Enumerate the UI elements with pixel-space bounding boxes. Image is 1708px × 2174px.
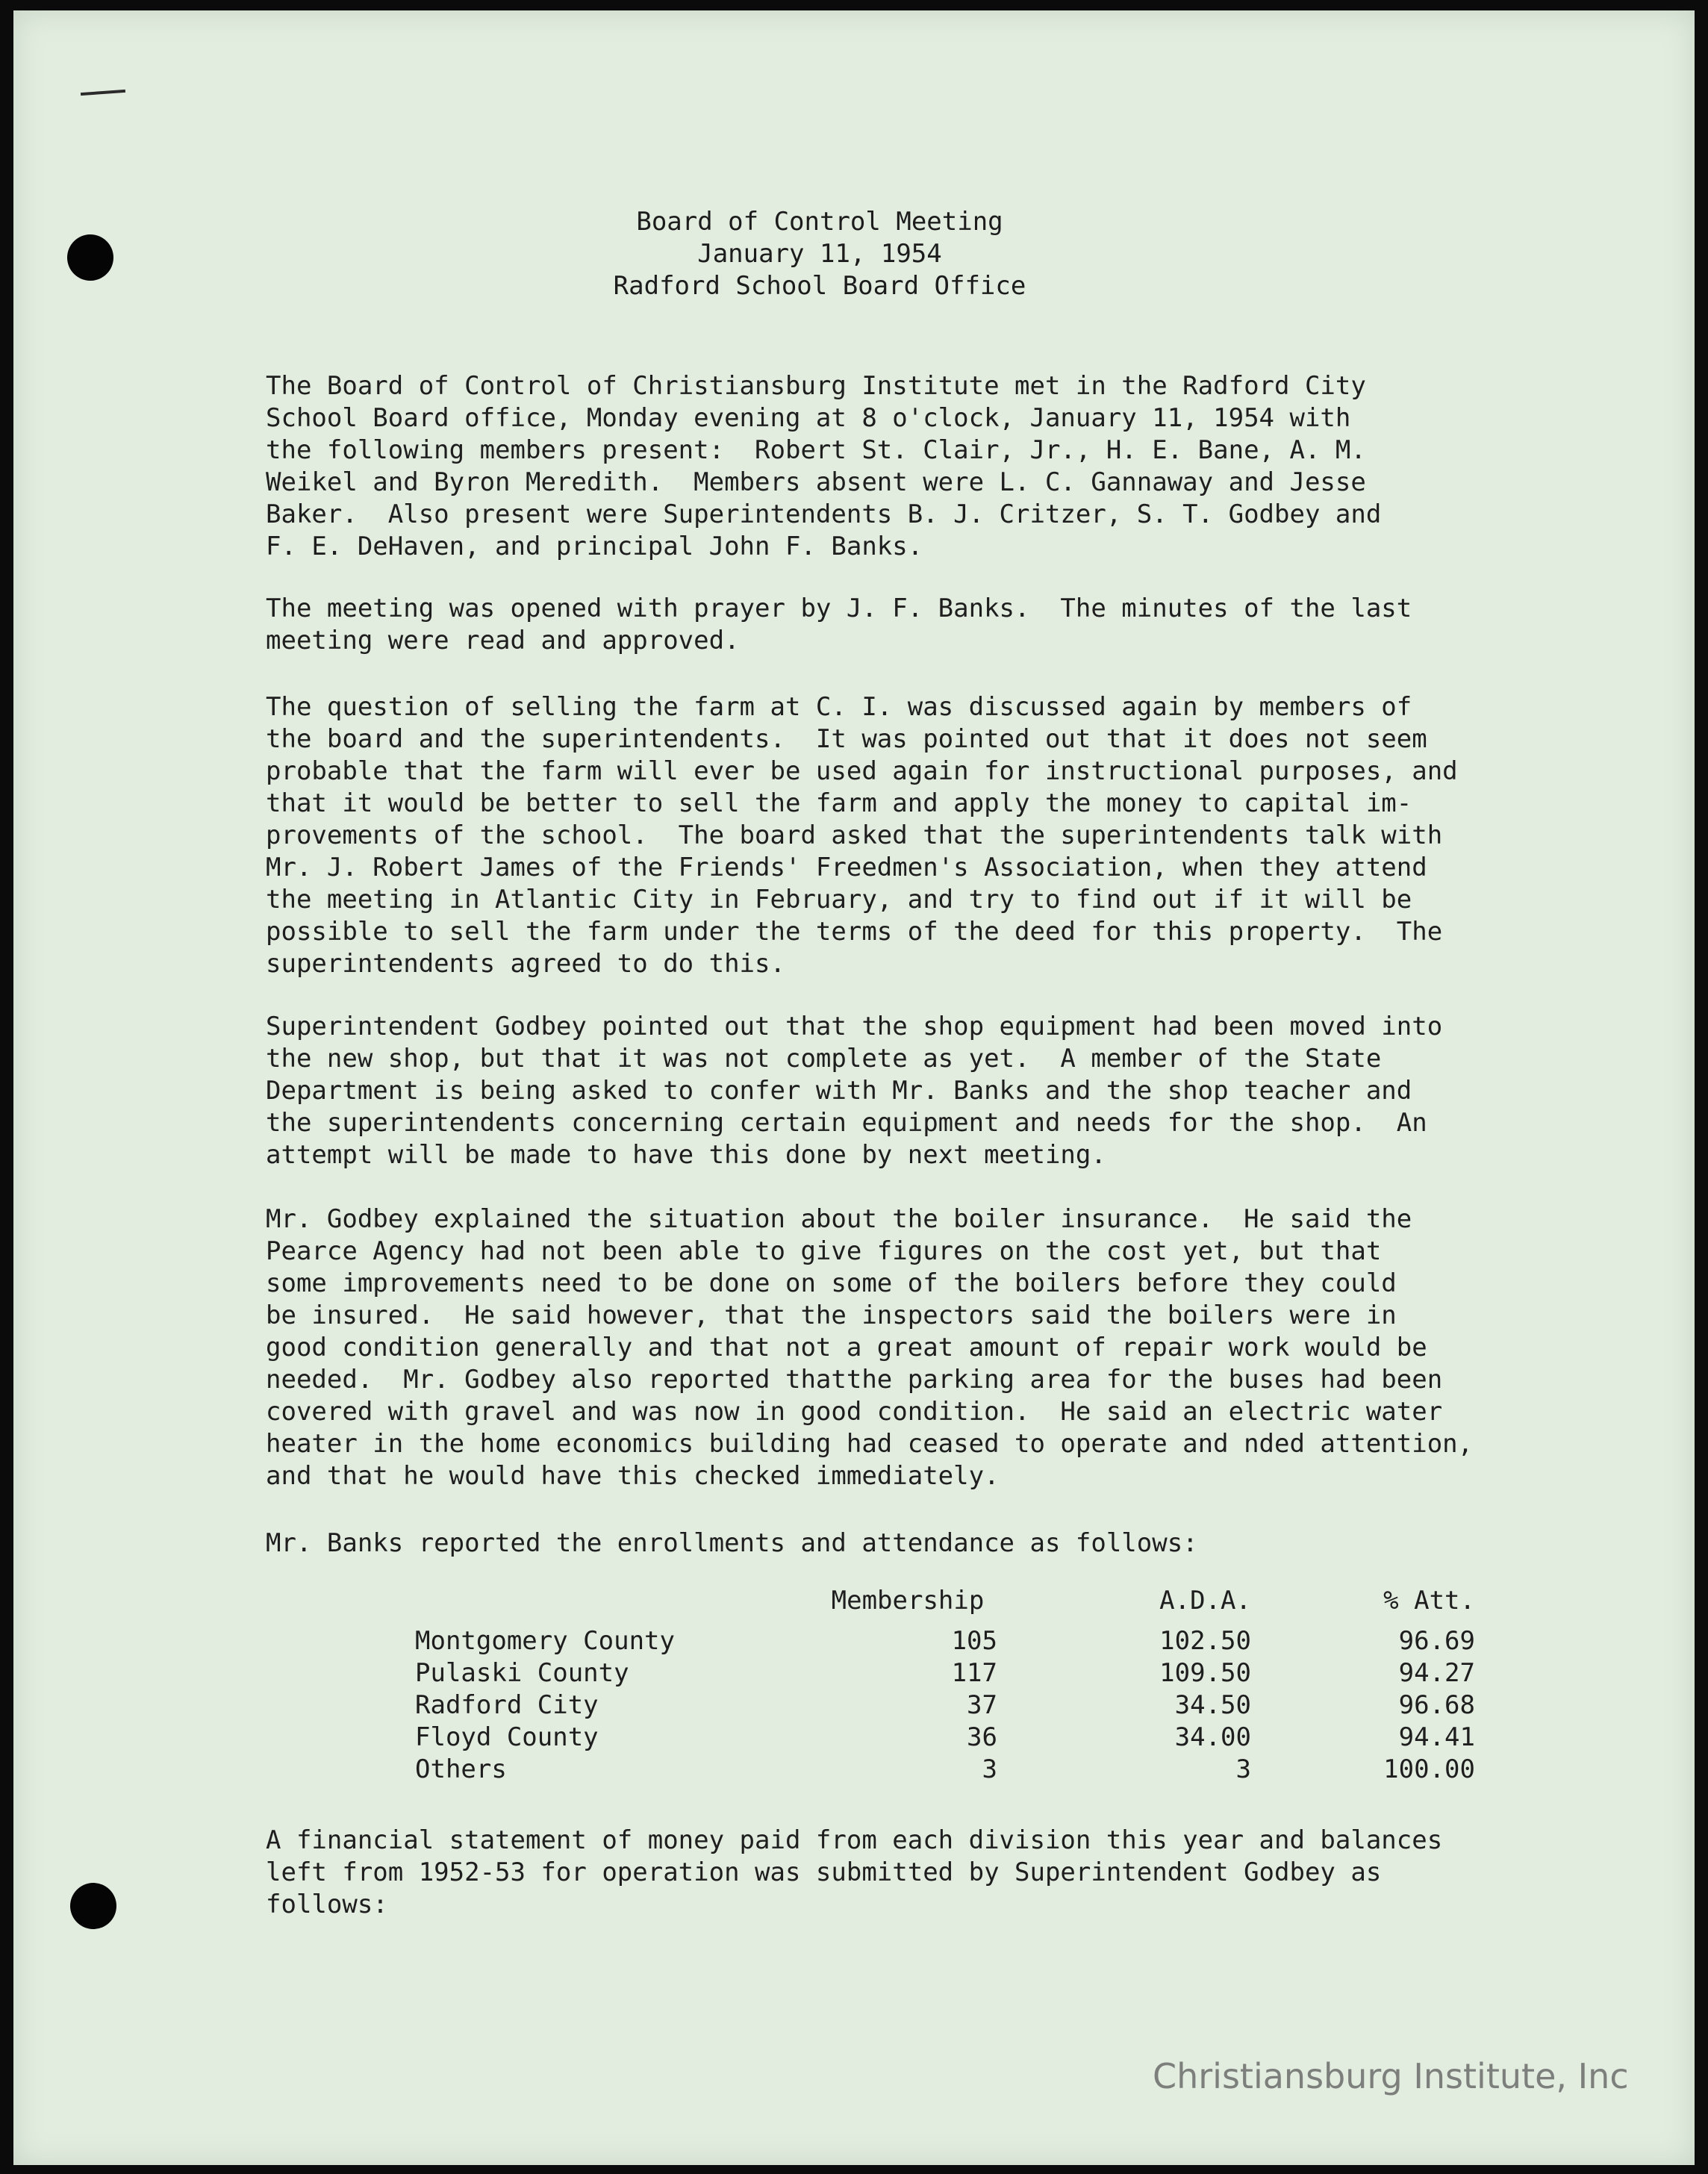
text-line: follows: xyxy=(266,1890,388,1919)
cell-ada: 34.00 xyxy=(1174,1722,1251,1752)
text-line: probable that the farm will ever be used again for instructional purposes, and xyxy=(266,756,1458,786)
cell-name: Others xyxy=(415,1754,507,1784)
text-line: needed. Mr. Godbey also reported thatthe parking area for the buses had been xyxy=(266,1365,1443,1395)
cell-attendance: 100.00 xyxy=(1383,1754,1475,1784)
text-line: A financial statement of money paid from each division this year and balances xyxy=(266,1825,1443,1855)
paragraph-shop xyxy=(266,1011,1609,1171)
meeting-date: January 11, 1954 xyxy=(697,239,942,269)
cell-name: Montgomery County xyxy=(415,1625,675,1656)
table-row xyxy=(415,1689,1475,1721)
text-line: Mr. J. Robert James of the Friends' Freedmen's Association, when they attend xyxy=(266,853,1427,882)
text-line: some improvements need to be done on some of the boilers before they could xyxy=(266,1268,1397,1298)
cell-name: Floyd County xyxy=(415,1722,599,1752)
text-line: good condition generally and that not a great amount of repair work would be xyxy=(266,1333,1427,1362)
cell-membership: 105 xyxy=(951,1625,997,1656)
header-county xyxy=(415,1586,818,1625)
cell-name: Radford City xyxy=(415,1689,599,1720)
punch-hole-top xyxy=(67,234,113,281)
text-line: possible to sell the farm under the terms of the deed for this property. The xyxy=(266,917,1443,947)
text-line: Pearce Agency had not been able to give figures on the cost yet, but that xyxy=(266,1236,1382,1266)
cell-membership: 3 xyxy=(982,1754,997,1784)
table-header-row xyxy=(415,1586,1475,1625)
cell-ada: 34.50 xyxy=(1174,1689,1251,1720)
cell-name: Pulaski County xyxy=(415,1657,629,1688)
header-membership: Membership xyxy=(831,1586,985,1616)
watermark: Christiansburg Institute, Inc xyxy=(1153,2056,1629,2096)
cell-membership: 37 xyxy=(967,1689,997,1720)
meeting-heading xyxy=(521,206,1118,302)
text-line: the superintendents concerning certain equipment and needs for the shop. An xyxy=(266,1108,1427,1138)
text-line: the following members present: Robert St. Clair, Jr., H. E. Bane, A. M. xyxy=(266,435,1366,465)
text-line: provements of the school. The board asked that the superintendents talk with xyxy=(266,820,1443,850)
text-line: meeting were read and approved. xyxy=(266,626,740,655)
text-line: Baker. Also present were Superintendents B. J. Critzer, S. T. Godbey and xyxy=(266,499,1382,529)
cell-attendance: 94.27 xyxy=(1398,1657,1475,1688)
cell-ada: 109.50 xyxy=(1159,1657,1251,1688)
cell-membership: 117 xyxy=(951,1657,997,1688)
cell-membership: 36 xyxy=(967,1722,997,1752)
text-line: Mr. Godbey explained the situation about the boiler insurance. He said the xyxy=(266,1204,1412,1234)
pen-mark xyxy=(81,90,125,96)
text-line: the meeting in Atlantic City in February, and try to find out if it will be xyxy=(266,885,1412,915)
text-line: heater in the home economics building had ceased to operate and nded attention, xyxy=(266,1429,1474,1459)
text-line: The question of selling the farm at C. I. was discussed again by members of xyxy=(266,692,1412,722)
table-row xyxy=(415,1753,1475,1785)
paragraph-attendance xyxy=(266,370,1609,563)
cell-attendance: 96.68 xyxy=(1398,1689,1475,1720)
text-line: and that he would have this checked immediately. xyxy=(266,1461,1000,1491)
text-line: attempt will be made to have this done by next meeting. xyxy=(266,1140,1106,1170)
enrollment-table xyxy=(415,1586,1475,1785)
text-line: Superintendent Godbey pointed out that the shop equipment had been moved into xyxy=(266,1012,1443,1041)
text-line: superintendents agreed to do this. xyxy=(266,949,785,979)
text-line: left from 1952-53 for operation was submitted by Superintendent Godbey as xyxy=(266,1857,1382,1887)
text-line: The meeting was opened with prayer by J. F. Banks. The minutes of the last xyxy=(266,594,1412,623)
paragraph-boiler xyxy=(266,1203,1609,1492)
document-page xyxy=(13,10,1695,2165)
header-ada: A.D.A. xyxy=(1159,1586,1251,1616)
cell-attendance: 94.41 xyxy=(1398,1722,1475,1752)
text-line: Weikel and Byron Meredith. Members absent were L. C. Gannaway and Jesse xyxy=(266,467,1366,497)
header-attendance: % Att. xyxy=(1383,1586,1475,1616)
table-row xyxy=(415,1721,1475,1753)
table-row xyxy=(415,1625,1475,1657)
text-line: that it would be better to sell the farm and apply the money to capital im- xyxy=(266,788,1412,818)
text-line: Department is being asked to confer with Mr. Banks and the shop teacher and xyxy=(266,1076,1412,1106)
table-row xyxy=(415,1657,1475,1689)
punch-hole-bottom xyxy=(70,1883,116,1929)
paragraph-opening xyxy=(266,593,1609,657)
text-line: School Board office, Monday evening at 8 o'clock, January 11, 1954 with xyxy=(266,403,1351,433)
text-line: The Board of Control of Christiansburg Institute met in the Radford City xyxy=(266,371,1366,401)
paragraph-enrollment-intro xyxy=(266,1527,1609,1560)
text-line: the new shop, but that it was not complete as yet. A member of the State xyxy=(266,1044,1382,1074)
text-line: the board and the superintendents. It was pointed out that it does not seem xyxy=(266,724,1427,754)
cell-attendance: 96.69 xyxy=(1398,1625,1475,1656)
text-line: F. E. DeHaven, and principal John F. Banks. xyxy=(266,532,923,561)
paragraph-financial xyxy=(266,1825,1609,1921)
text-line: Mr. Banks reported the enrollments and attendance as follows: xyxy=(266,1528,1198,1558)
meeting-location: Radford School Board Office xyxy=(613,271,1026,301)
text-line: be insured. He said however, that the inspectors said the boilers were in xyxy=(266,1301,1397,1330)
meeting-title: Board of Control Meeting xyxy=(636,207,1003,237)
text-line: covered with gravel and was now in good condition. He said an electric water xyxy=(266,1397,1443,1427)
cell-ada: 3 xyxy=(1235,1754,1251,1784)
cell-ada: 102.50 xyxy=(1159,1625,1251,1656)
paragraph-farm xyxy=(266,691,1609,980)
